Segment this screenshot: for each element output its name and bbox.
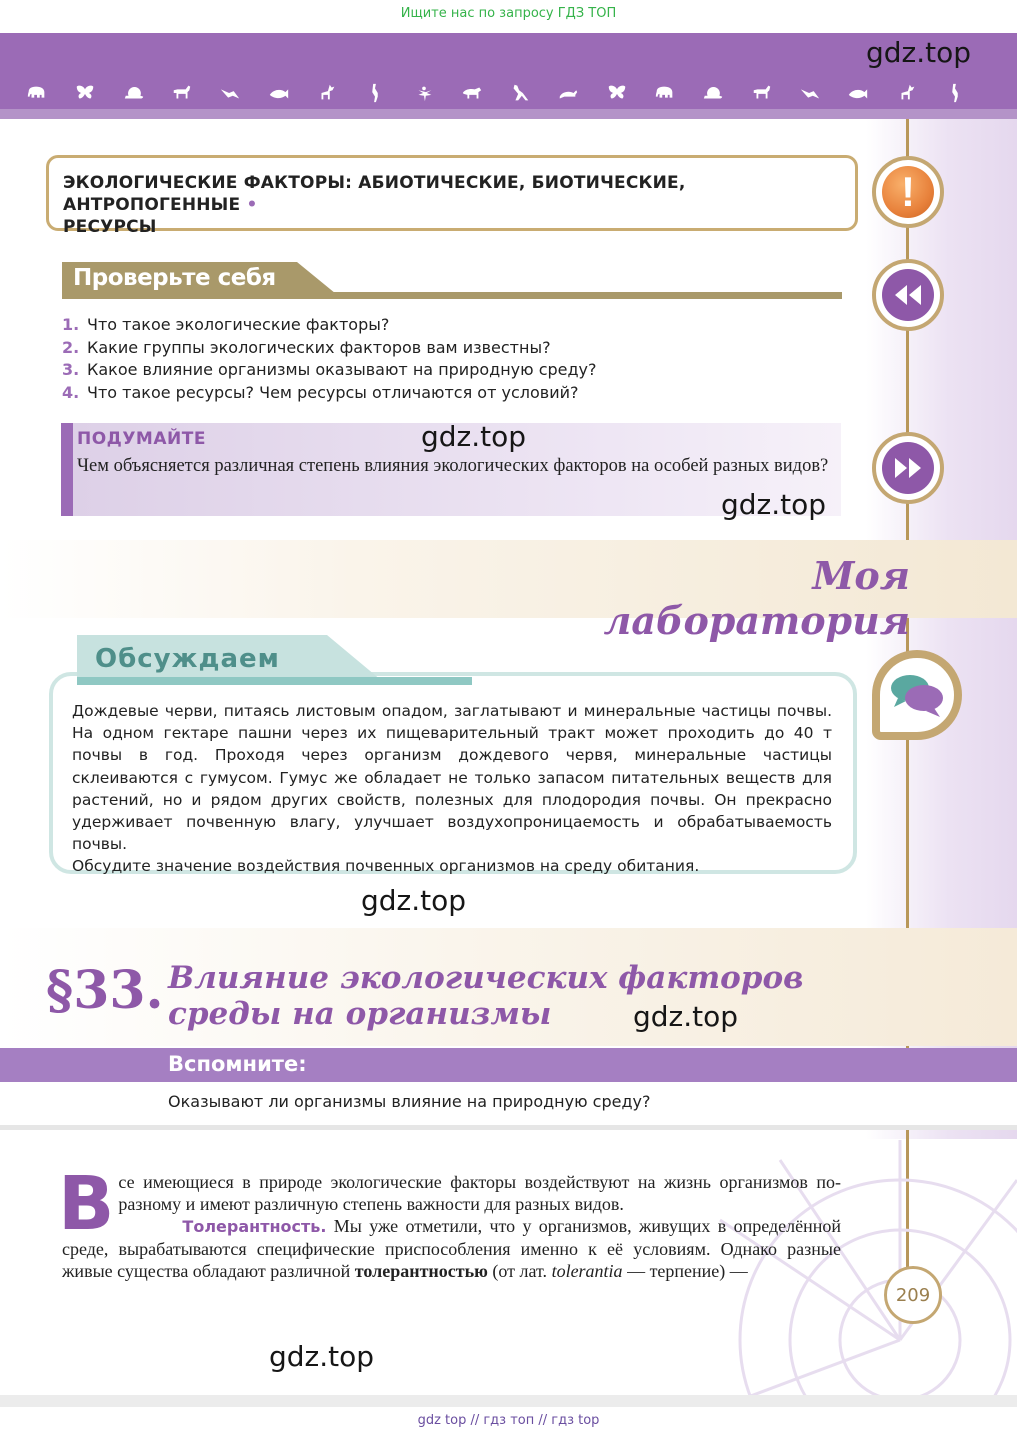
- list-item: 4. Что такое ресурсы? Чем ресурсы отличаются от условий?: [62, 382, 579, 402]
- discuss-heading: [77, 635, 477, 687]
- exclamation-icon: !: [882, 166, 934, 218]
- check-yourself-title: Проверьте себя: [73, 265, 276, 291]
- recall-question: Оказывают ли организмы влияние на природную среду?: [168, 1092, 651, 1111]
- animal-silhouettes-row: [26, 82, 966, 108]
- watermark: gdz.top: [361, 884, 467, 917]
- fast-forward-icon: [882, 442, 934, 494]
- topic-marker: [872, 156, 944, 228]
- deer-icon: [896, 82, 918, 104]
- topic-box: [46, 155, 858, 237]
- think-text: Чем объясняется различная степень влияния экологических факторов на особей разных видов?: [77, 456, 829, 476]
- latin-term: tolerantia: [551, 1261, 623, 1281]
- question-list: [62, 314, 842, 404]
- paragraph-number: §33.: [46, 960, 164, 1021]
- topic-text-line2: РЕСУРСЫ: [63, 217, 157, 237]
- topic-bullet: •: [246, 195, 258, 215]
- bold-term: толерантностью: [354, 1261, 488, 1281]
- bird-icon: [219, 82, 241, 104]
- term-tolerance: Толерантность.: [182, 1217, 327, 1236]
- elephant-icon: [654, 82, 676, 104]
- topic-text: ЭКОЛОГИЧЕСКИЕ ФАКТОРЫ: АБИОТИЧЕСКИЕ, БИОТИЧЕСКИЕ, АНТРОПОГЕННЫЕ •: [63, 173, 686, 215]
- check-yourself-heading: [62, 262, 842, 300]
- recall-bar: [0, 1048, 1017, 1082]
- fish-icon: [268, 82, 290, 104]
- think-marker: [872, 432, 944, 504]
- bear-icon: [461, 82, 483, 104]
- footer-links: gdz top // гдз топ // гдз top: [417, 1413, 600, 1428]
- watermark: gdz.top: [421, 420, 527, 453]
- butterfly-icon: [606, 82, 628, 104]
- butterfly-icon: [74, 82, 96, 104]
- bottom-divider: [0, 1395, 1017, 1407]
- speech-bubbles-icon: [888, 672, 946, 718]
- horse-icon: [751, 82, 773, 104]
- snail-icon: [123, 82, 145, 104]
- rewind-icon: [882, 269, 934, 321]
- discuss-text: Дождевые черви, питаясь листовым опадом, заглатывают и минеральные частицы почвы. На одном гектаре пашни через их пищеварительный тракт может проходить до 40 т почвы в год. Проходя через организм дождевого червя, минеральные частицы склеиваются с гумусом. Гумус же обладает не только запасом питательных веществ для растений, но и рядом других свойств, полезных для плодородия почвы. Он прекрасно удерживает почвенную влагу, улучшает воздухопроницаемость и обрабатываемость почвы. Обсудите значение воздействия почвенных организмов на среду обитания.: [72, 700, 832, 878]
- recall-question-row: [0, 1082, 1017, 1130]
- recall-heading: Вспомните:: [168, 1052, 307, 1076]
- watermark: gdz.top: [633, 1000, 739, 1033]
- list-item: 1. Что такое экологические факторы?: [62, 315, 390, 334]
- bird-icon: [799, 82, 821, 104]
- body-text: В се имеющиеся в природе экологические факторы воздействуют на жизнь организмов по-разному и имеют различную степень важности для разных видов. Толерантность. Мы уже отметили, что у организмов, живущих в определённой среде, вырабатываются специфические приспособления именно к её условиям. Однако разные живые существа обладают различной толерантностью (от лат. tolerantia — терпение) —: [58, 1161, 841, 1281]
- discuss-marker: [872, 650, 962, 740]
- discuss-task: Обсудите значение воздействия почвенных организмов на среду обитания.: [72, 857, 700, 876]
- elephant-icon: [26, 82, 48, 104]
- heron-icon: [364, 82, 386, 104]
- watermark: gdz.top: [269, 1340, 375, 1373]
- think-heading: ПОДУМАЙТЕ: [77, 429, 206, 449]
- insect-icon: [413, 82, 435, 104]
- paragraph-title: Влияние экологических факторов среды на организмы: [168, 960, 804, 1032]
- check-marker: [872, 259, 944, 331]
- list-item: 2. Какие группы экологических факторов вам известны?: [62, 337, 551, 357]
- watermark: gdz.top: [866, 36, 972, 69]
- kangaroo-icon: [509, 82, 531, 104]
- top-search-hint: Ищите нас по запросу ГДЗ ТОП: [400, 6, 617, 21]
- watermark: gdz.top: [721, 488, 827, 521]
- fish-icon: [847, 82, 869, 104]
- rodent-icon: [557, 82, 579, 104]
- deer-icon: [316, 82, 338, 104]
- list-item: 3. Какое влияние организмы оказывают на природную среду?: [62, 360, 597, 379]
- lab-title: Моя лаборатория: [603, 553, 910, 643]
- horse-icon: [171, 82, 193, 104]
- discuss-title: Обсуждаем: [95, 644, 280, 674]
- snail-icon: [702, 82, 724, 104]
- heron-icon: [944, 82, 966, 104]
- page-number: 209: [884, 1266, 942, 1324]
- drop-cap: В: [58, 1161, 115, 1247]
